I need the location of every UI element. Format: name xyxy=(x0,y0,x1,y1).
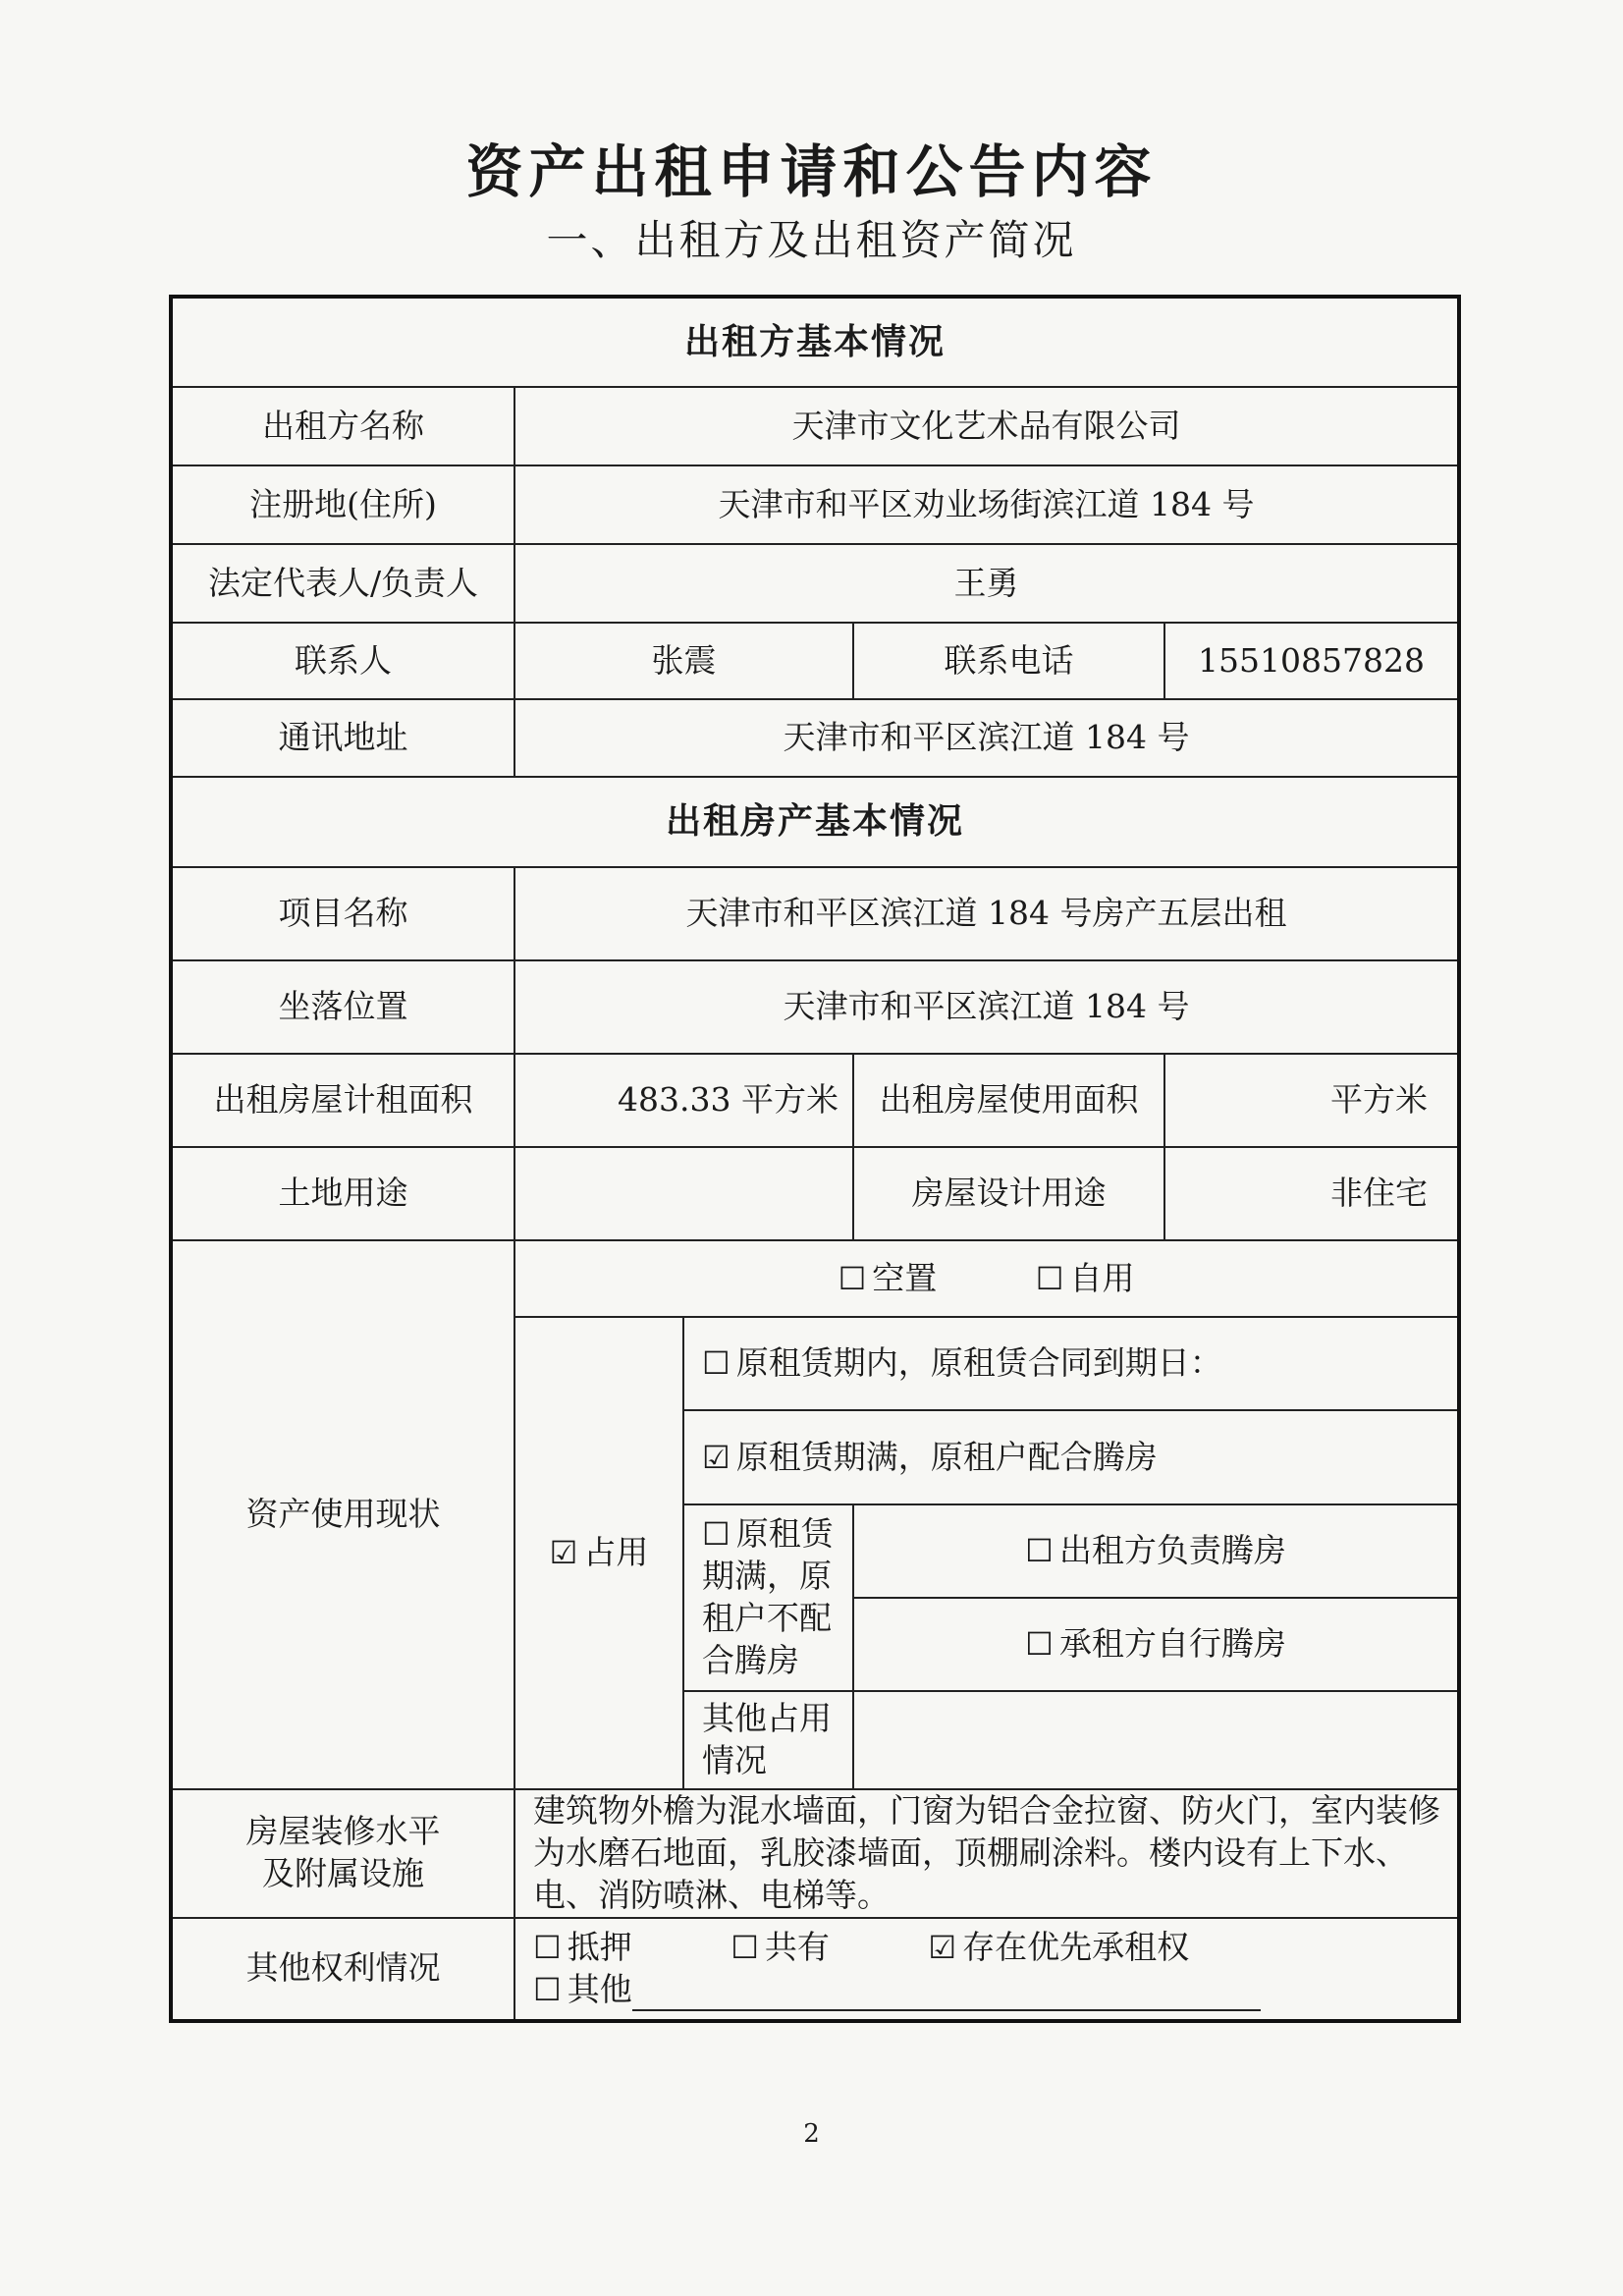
rent-area-label: 出租房屋计租面积 xyxy=(171,1054,514,1147)
usage-lessee-vacate-text: 承租方自行腾房 xyxy=(1058,1623,1286,1663)
rent-area-value: 483.33 平方米 xyxy=(514,1054,853,1147)
usage-occupied-text: 占用 xyxy=(583,1533,649,1572)
usage-in-term-option[interactable] xyxy=(683,1317,1459,1410)
rights-coown-text: 共有 xyxy=(764,1927,830,1966)
rights-other-option[interactable] xyxy=(533,1970,632,2008)
checkbox-empty-icon: ☐ xyxy=(702,1514,730,1553)
legal-rep-value: 王勇 xyxy=(514,544,1459,623)
usage-expired-not-option[interactable] xyxy=(683,1504,853,1691)
contact-phone-value: 15510857828 xyxy=(1164,623,1459,699)
other-occupancy-value xyxy=(853,1691,1459,1789)
checkbox-empty-icon: ☐ xyxy=(533,1928,562,1966)
legal-rep-label: 法定代表人/负责人 xyxy=(171,544,514,623)
other-rights-label: 其他权利情况 xyxy=(171,1918,514,2021)
lease-form-table xyxy=(169,295,1461,2023)
rights-priority-option[interactable] xyxy=(928,1928,1189,1966)
design-use-value: 非住宅 xyxy=(1164,1147,1459,1240)
decoration-description: 建筑物外檐为混水墙面，门窗为铝合金拉窗、防火门，室内装修为水磨石地面，乳胶漆墙面，顶棚刷涂料。楼内设有上下水、电、消防喷淋、电梯等。 xyxy=(514,1789,1459,1918)
mailing-address-value: 天津市和平区滨江道 184 号 xyxy=(514,699,1459,776)
registered-address-label: 注册地(住所) xyxy=(171,465,514,544)
checkbox-empty-icon: ☐ xyxy=(1025,1624,1054,1663)
checkbox-empty-icon: ☐ xyxy=(838,1259,867,1297)
usage-expired-not-text: 原租赁期满，原租户不配合腾房 xyxy=(702,1513,834,1679)
design-use-label: 房屋设计用途 xyxy=(853,1147,1164,1240)
page-title: 资产出租申请和公告内容 xyxy=(465,138,1158,205)
contact-person-value: 张震 xyxy=(514,623,853,699)
usage-expired-cooperate-option[interactable] xyxy=(683,1410,1459,1503)
property-section-heading: 出租房产基本情况 xyxy=(171,777,1459,867)
rights-mortgage-option[interactable] xyxy=(533,1927,632,1969)
usage-selfuse-option[interactable] xyxy=(1036,1259,1135,1297)
usage-lessor-vacate-option[interactable] xyxy=(853,1504,1459,1598)
usage-lessor-vacate-text: 出租方负责腾房 xyxy=(1058,1530,1286,1569)
usage-vacant-option[interactable] xyxy=(839,1258,938,1300)
contact-person-label: 联系人 xyxy=(171,623,514,699)
checkbox-checked-icon: ☑ xyxy=(702,1438,730,1476)
usable-area-value: 平方米 xyxy=(1164,1054,1459,1147)
other-occupancy-label: 其他占用情况 xyxy=(683,1691,853,1789)
location-value: 天津市和平区滨江道 184 号 xyxy=(514,960,1459,1054)
usage-selfuse-text: 自用 xyxy=(1069,1258,1135,1297)
checkbox-checked-icon: ☑ xyxy=(549,1534,578,1572)
checkbox-empty-icon: ☐ xyxy=(533,1970,562,2008)
decoration-label: 房屋装修水平及附属设施 xyxy=(171,1789,514,1918)
project-name-label: 项目名称 xyxy=(171,867,514,960)
lessor-section-heading: 出租方基本情况 xyxy=(171,297,1459,387)
land-use-label: 土地用途 xyxy=(171,1147,514,1240)
page-number: 2 xyxy=(803,2119,820,2149)
checkbox-empty-icon: ☐ xyxy=(1025,1531,1054,1569)
usage-in-term-text: 原租赁期内，原租赁合同到期日： xyxy=(735,1343,1222,1383)
checkbox-empty-icon: ☐ xyxy=(1035,1259,1064,1297)
usage-lessee-vacate-option[interactable] xyxy=(853,1598,1459,1691)
usage-vacant-text: 空置 xyxy=(872,1258,938,1297)
rights-mortgage-text: 抵押 xyxy=(567,1927,632,1966)
rights-priority-text: 存在优先承租权 xyxy=(962,1927,1190,1966)
usable-area-label: 出租房屋使用面积 xyxy=(853,1054,1164,1147)
rights-other-blank-line[interactable] xyxy=(632,1980,1261,2011)
checkbox-empty-icon: ☐ xyxy=(702,1344,730,1383)
contact-phone-label: 联系电话 xyxy=(853,623,1164,699)
usage-status-label: 资产使用现状 xyxy=(171,1240,514,1789)
location-label: 坐落位置 xyxy=(171,960,514,1054)
rights-other-text: 其他 xyxy=(567,1969,632,2008)
lessor-name-label: 出租方名称 xyxy=(171,387,514,465)
land-use-value xyxy=(514,1147,853,1240)
registered-address-value: 天津市和平区劝业场街滨江道 184 号 xyxy=(514,465,1459,544)
other-rights-options xyxy=(514,1918,1459,2021)
section-subtitle: 一、出租方及出租资产简况 xyxy=(546,216,1077,264)
rights-coown-option[interactable] xyxy=(730,1927,830,1969)
lessor-name-value: 天津市文化艺术品有限公司 xyxy=(514,387,1459,465)
usage-vacant-selfuse-row xyxy=(514,1240,1459,1317)
usage-expired-cooperate-text: 原租赁期满，原租户配合腾房 xyxy=(735,1437,1158,1476)
project-name-value: 天津市和平区滨江道 184 号房产五层出租 xyxy=(514,867,1459,960)
checkbox-checked-icon: ☑ xyxy=(928,1928,957,1966)
mailing-address-label: 通讯地址 xyxy=(171,699,514,776)
checkbox-empty-icon: ☐ xyxy=(730,1928,759,1966)
usage-occupied-option[interactable] xyxy=(514,1317,683,1789)
